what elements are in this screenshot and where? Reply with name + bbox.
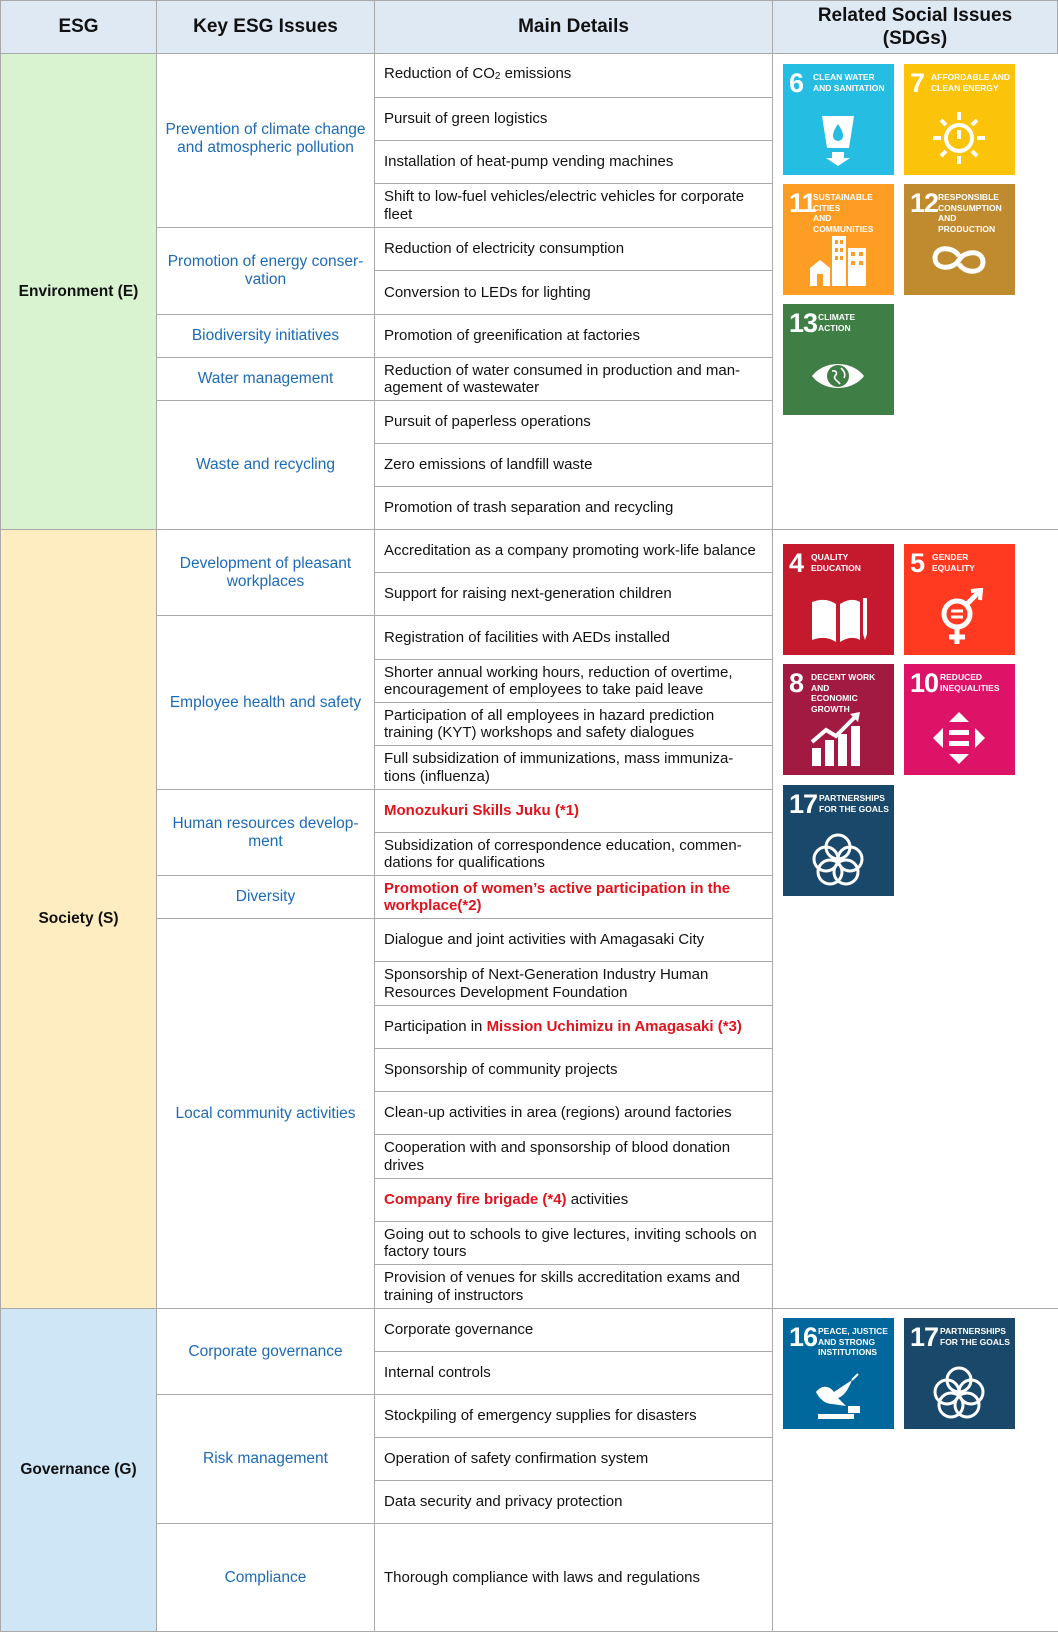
detail-next-generation-children: Support for raising next-generation children: [375, 573, 773, 616]
issue-water-management: Water management: [157, 358, 375, 401]
header-main-details: Main Details: [375, 0, 773, 54]
detail-green-logistics: Pursuit of green logistics: [375, 98, 773, 141]
detail-legal-compliance: Thorough compliance with laws and regulations: [375, 1524, 773, 1632]
issue-health-safety: Employee health and safety: [157, 616, 375, 790]
header-sdgs-line2: (SDGs): [882, 28, 948, 49]
detail-zero-landfill: Zero emissions of landfill waste: [375, 444, 773, 487]
header-esg: ESG: [0, 0, 157, 54]
sdg-11-tile: 11 SUSTAINABLE CITIES AND COMMUNITIES: [783, 184, 894, 295]
detail-amagasaki-dialogue: Dialogue and joint activities with Amagasaki City: [375, 919, 773, 962]
detail-data-security: Data security and privacy protection: [375, 1481, 773, 1524]
detail-co2-reduction: Reduction of $CO_2$ emissions: [375, 54, 773, 98]
sdg-12-tile: 12 RESPONSIBLE CONSUMPTION AND PRODUCTION: [904, 184, 1015, 295]
sdg-17-tile-governance: 17 PARTNERSHIPS FOR THE GOALS: [904, 1318, 1015, 1429]
issue-climate-change: Prevention of climate change and atmospheric pollution: [157, 54, 375, 228]
header-sdgs-line1: Related Social Issues: [817, 5, 1013, 26]
detail-internal-controls: Internal controls: [375, 1352, 773, 1395]
header-related-sdgs: [773, 0, 1058, 54]
category-governance: Governance (G): [0, 1309, 157, 1632]
sdg-8-tile: 8 DECENT WORK AND ECONOMIC GROWTH: [783, 664, 894, 775]
category-society: Society (S): [0, 530, 157, 1309]
detail-work-life-balance: Accreditation as a company promoting work-life balance: [375, 530, 773, 573]
sdg-10-tile: 10 REDUCED INEQUALITIES: [904, 664, 1015, 775]
detail-mission-uchimizu: Participation in Mission Uchimizu in Amagasaki (*3): [375, 1006, 773, 1049]
header-key-issues: Key ESG Issues: [157, 0, 375, 54]
flower-rings-icon: [808, 829, 868, 889]
issue-hr-development: Human resources develop-ment: [157, 790, 375, 876]
detail-electricity-reduction: Reduction of electricity consumption: [375, 228, 773, 271]
issue-waste-recycling: Waste and recycling: [157, 401, 375, 530]
detail-correspondence-education: Subsidization of correspondence education, commen-dations for qualifications: [375, 833, 773, 876]
detail-school-lectures: Going out to schools to give lectures, inviting schools on factory tours: [375, 1222, 773, 1265]
detail-womens-participation: Promotion of women’s active participation in the workplace(*2): [375, 876, 773, 919]
sdg-4-tile: 4 QUALITY EDUCATION: [783, 544, 894, 655]
detail-led-lighting: Conversion to LEDs for lighting: [375, 271, 773, 315]
flower-rings-icon: [929, 1362, 989, 1422]
detail-safety-confirmation: Operation of safety confirmation system: [375, 1438, 773, 1481]
sdg-5-tile: 5 GENDER EQUALITY: [904, 544, 1015, 655]
detail-aed-facilities: Registration of facilities with AEDs installed: [375, 616, 773, 660]
issue-diversity: Diversity: [157, 876, 375, 919]
sdg-17-tile: 17 PARTNERSHIPS FOR THE GOALS: [783, 785, 894, 896]
issue-biodiversity: Biodiversity initiatives: [157, 315, 375, 358]
detail-greenification: Promotion of greenification at factories: [375, 315, 773, 358]
water-glass-icon: [808, 108, 868, 168]
infinity-loop-icon: [929, 232, 989, 292]
detail-working-hours: Shorter annual working hours, reduction of overtime, encouragement of employees to take paid leave: [375, 660, 773, 703]
detail-water-wastewater: Reduction of water consumed in production and man-agement of wastewater: [375, 358, 773, 401]
detail-low-fuel-vehicles: Shift to low-fuel vehicles/electric vehicles for corporate fleet: [375, 184, 773, 228]
issue-risk-management: Risk management: [157, 1395, 375, 1524]
issue-compliance: Compliance: [157, 1524, 375, 1632]
issue-pleasant-workplaces: Development of pleasant workplaces: [157, 530, 375, 616]
detail-skills-exam-venues: Provision of venues for skills accreditation exams and training of instructors: [375, 1265, 773, 1309]
gender-equality-icon: [929, 588, 989, 648]
detail-hazard-prediction: Participation of all employees in hazard prediction training (KYT) workshops and safety dialogues: [375, 703, 773, 746]
detail-paperless: Pursuit of paperless operations: [375, 401, 773, 444]
detail-trash-separation: Promotion of trash separation and recycling: [375, 487, 773, 530]
detail-emergency-supplies: Stockpiling of emergency supplies for disasters: [375, 1395, 773, 1438]
sdg-16-tile: 16 PEACE, JUSTICE AND STRONG INSTITUTIONS: [783, 1318, 894, 1429]
issue-local-community: Local community activities: [157, 919, 375, 1309]
detail-immunizations: Full subsidization of immunizations, mass immuniza-tions (influenza): [375, 746, 773, 790]
eye-globe-icon: [796, 346, 880, 406]
detail-fire-brigade: Company fire brigade (*4) activities: [375, 1179, 773, 1222]
detail-monozukuri-skills: Monozukuri Skills Juku (*1): [375, 790, 773, 833]
dove-gavel-icon: [808, 1366, 868, 1426]
city-buildings-icon: [808, 228, 868, 288]
sdg-13-tile: 13 CLIMATE ACTION: [783, 304, 894, 415]
detail-blood-donation: Cooperation with and sponsorship of blood donation drives: [375, 1135, 773, 1179]
issue-corporate-governance: Corporate governance: [157, 1309, 375, 1395]
growth-chart-icon: [808, 708, 868, 768]
sdg-6-tile: 6 CLEAN WATER AND SANITATION: [783, 64, 894, 175]
equality-arrows-icon: [929, 708, 989, 768]
sun-power-icon: [929, 108, 989, 168]
detail-heat-pump-vending: Installation of heat-pump vending machines: [375, 141, 773, 184]
detail-corporate-governance: Corporate governance: [375, 1309, 773, 1352]
detail-community-projects: Sponsorship of community projects: [375, 1049, 773, 1092]
sdg-7-tile: 7 AFFORDABLE AND CLEAN ENERGY: [904, 64, 1015, 175]
detail-hr-foundation: Sponsorship of Next-Generation Industry Human Resources Development Foundation: [375, 962, 773, 1006]
issue-energy-conservation: Promotion of energy conser-vation: [157, 228, 375, 315]
book-pencil-icon: [808, 588, 868, 648]
detail-clean-up: Clean-up activities in area (regions) around factories: [375, 1092, 773, 1135]
category-environment: Environment (E): [0, 54, 157, 530]
